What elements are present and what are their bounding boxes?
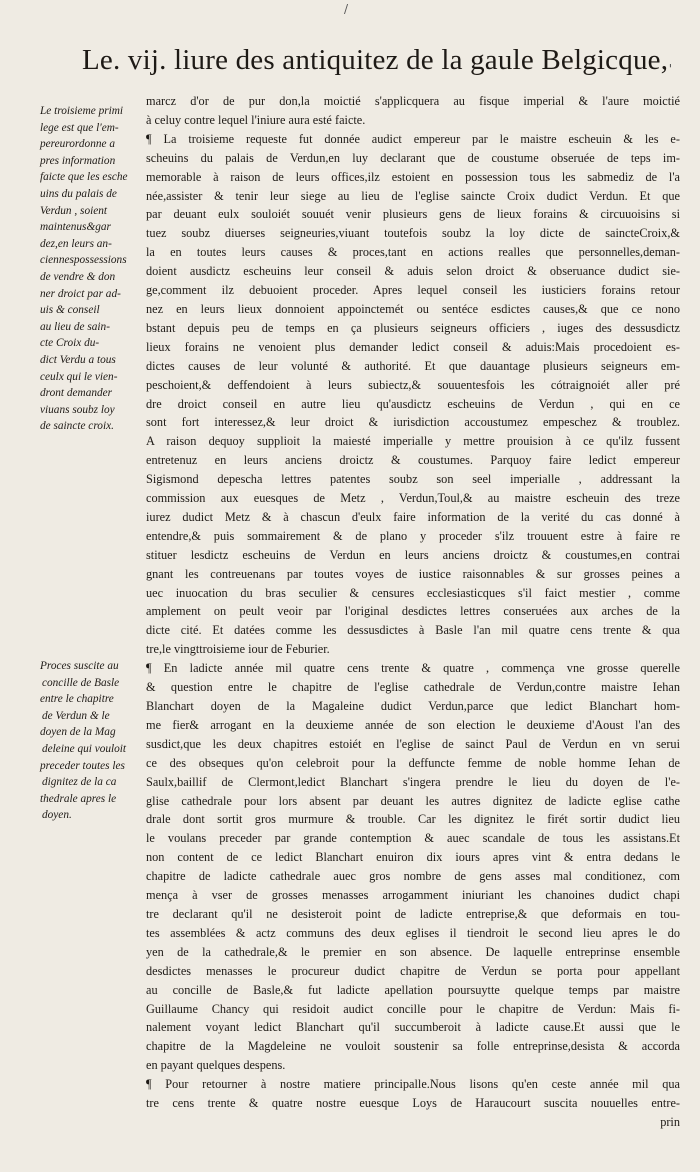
body-line: le voulans preceder par grande contemption & auec scandale de tous les assistans.Et xyxy=(146,831,680,846)
body-line: glise cathedrale pour lors absent par deuant les autres dignitez de ladicte eglise cathe xyxy=(146,793,680,808)
body-line: la en toutes leurs causes & proces,tant en actions realles que personnelles,deman- xyxy=(146,245,680,260)
margin-note-line: pereurordonne a xyxy=(40,138,115,151)
body-line: tre cens trente & quatre nostre euesque Loys de Haraucourt suscita nouuelles entre- xyxy=(146,1096,680,1111)
body-line: desdictes menasses le procureur dudict chapitre de Verdun se porta pour appellant xyxy=(146,963,680,978)
body-line: sont fort interessez,& leur droict & iurisdiction accoustumez empeschez & troublez. xyxy=(146,415,680,430)
corner-mark: ' xyxy=(668,62,672,76)
body-line: A raison dequoy supplioit la maiesté imperialle y mettre prouision à ce qu'ilz fussent xyxy=(146,434,680,449)
body-line: entretenuz en leurs anciens droictz & coustumes. Parquoy faire ledict empereur xyxy=(146,453,680,468)
body-line: drale dont sortit gros murmure & trouble. Car les dignitez le firét sortir dudict lieu xyxy=(146,812,680,827)
margin-note-line: ner droict par ad- xyxy=(40,287,121,300)
body-line: chapitre de ladicte cathedrale auec gros nombre de gens asses mal conditionez, com xyxy=(146,869,680,884)
body-line: ce des obseques qu'on celebroit pour la deffuncte femme de noble homme Iehan de xyxy=(146,755,680,770)
margin-note-line: faicte que les esche xyxy=(40,171,128,184)
margin-note-line: au lieu de sain- xyxy=(40,320,110,333)
margin-note-proces xyxy=(40,658,140,824)
body-line: dictes causes de leur volunté & authorité. Et que dauantage plusieurs seigneurs em- xyxy=(146,358,680,373)
margin-note-line: dignitez de la ca xyxy=(42,776,117,789)
margin-note-line: thedrale apres le xyxy=(40,792,117,805)
body-line: nalement voyant ledict Blanchart qu'il succumberoit à ladicte cause.Et aussi que le xyxy=(146,1020,680,1035)
margin-note-line: concille de Basle xyxy=(42,676,120,689)
body-text xyxy=(146,92,680,1132)
body-line: amplement on peult veoir par l'original desdictes lettres conseruées aux arches de la xyxy=(146,604,680,619)
body-line: née,assister & tenir leur siege au lieu de l'eglise saincte Croix dudict Verdun. Et que xyxy=(146,188,680,203)
body-line: stituer lesdictz escheuins de Verdun en leurs anciens droictz & coustumes,en contrai xyxy=(146,547,680,562)
body-line: à celuy contre lequel l'iniure aura esté faicte. xyxy=(146,112,366,127)
body-line: Guillaume Chancy qui residoit audict concille pour le chapitre de Verdun: Mais fi- xyxy=(146,1001,680,1016)
margin-note-privilege xyxy=(40,103,140,435)
body-line: dicte cité. Et datées comme les dessusdictes à Basle l'an mil quatre cens trente & qua xyxy=(146,623,680,638)
body-line: scheuins du palais de Verdun,en luy declarant que de coustume obseruée de teps im- xyxy=(146,150,680,165)
margin-note-line: de Verdun & le xyxy=(42,709,110,722)
body-line: lieux forains ne venoient plus demander ledict conseil & aduis:Mais procedoient es- xyxy=(146,339,680,354)
body-line: prin xyxy=(660,1114,680,1129)
margin-note-line: maintenus&gar xyxy=(40,221,111,234)
margin-note-line: de vendre & don xyxy=(40,270,116,283)
body-line: dre droict conseil en autre lieu qu'ausdictz escheuins de Verdun , qui en ce xyxy=(146,396,680,411)
body-line: non content de ce ledict Blanchart enuiron dix iours apres vint & entra dedans le xyxy=(146,850,680,865)
margin-note-line: lege est que l'em- xyxy=(40,121,119,134)
margin-note-line: Le troisieme primi xyxy=(40,105,124,117)
body-line: mença à vser de grosses menasses arrogamment iniuriant les chanoines dudict chapi xyxy=(146,888,680,903)
body-line: memorable à raison de leurs offices,ilz estoient en possession tous les sabmediz de l'a xyxy=(146,169,680,184)
margin-note-line: Verdun , soient xyxy=(40,204,108,217)
body-line: marcz d'or de pur don,la moictié s'applicquera au fisque imperial & l'aure moictié xyxy=(146,94,680,108)
running-header: Le. vij. liure des antiquitez de la gaule Belgicque, xyxy=(82,44,669,76)
body-line: yen de la cathedrale,& le premier en son absence. De laquelle entreprinse ensemble xyxy=(146,944,680,959)
margin-note-line: preceder toutes les xyxy=(40,759,125,772)
margin-note-line: dront demander xyxy=(40,387,113,400)
body-line: chapitre de la Magdeleine ne vouloit soustenir sa folle entreprinse,desista & accorda xyxy=(146,1039,680,1054)
body-line: commission aux euesques de Metz , Verdun,Toul,& au maistre escheuin des treze xyxy=(146,491,680,506)
body-line: en payant quelques despens. xyxy=(146,1058,286,1073)
body-line: tuez soubz diuerses seigneuries,viuant toutefois soubz la loy dicte de saincteCroix,& xyxy=(146,226,680,241)
margin-note-line: doyen de la Mag xyxy=(40,726,116,739)
body-line: iurez dudict Metz & à chascun d'eulx faire information de la verité du cas donné à xyxy=(146,509,680,524)
body-line: au concille de Basle,& fut ladicte apellation poursuytte quelque temps par maistre xyxy=(146,982,680,997)
margin-note-line: uins du palais de xyxy=(40,187,117,200)
body-line: uec inuocation du bras seculier & censures ecclesiasticques s'il faict mestier , comme xyxy=(146,585,680,600)
body-line: ¶ La troisieme requeste fut donnée audict empereur par le maistre escheuin & les e- xyxy=(146,131,680,146)
body-line: peschoient,& deffendoient à leurs subiectz,& souuentesfois les cótraignoiét aller pré xyxy=(146,377,680,392)
margin-note-line: Proces suscite au xyxy=(40,660,119,672)
body-line: gnant les contreuenans par toutes voyes de iustice raisonnables & sur grosses peines a xyxy=(146,566,680,581)
body-line: Sigismond depescha lettres patentes soubz son seel imperialle , addressant la xyxy=(146,472,680,487)
margin-note-line: pres information xyxy=(40,154,116,167)
margin-note-line: uis & conseil xyxy=(40,304,100,317)
margin-note-line: ciennespossessions xyxy=(40,254,127,267)
body-line: bstant depuis peu de temps en ça plusieurs seigneurs officiers , iuges des dessusdictz xyxy=(146,320,680,335)
margin-note-line: ceulx qui le vien- xyxy=(40,370,118,383)
body-line: tre,le vingttroisieme iour de Feburier. xyxy=(146,642,330,657)
body-line: & question entre le chapitre de l'eglise cathedrale de Verdun,contre maistre Iehan xyxy=(146,680,680,695)
body-line: nez en leurs lieux donnoient appoinctemét ou sentéce esdictes causes,& que ce nono xyxy=(146,301,680,316)
margin-note-line: viuans soubz loy xyxy=(40,403,115,416)
margin-note-line: dez,en leurs an- xyxy=(40,237,112,250)
margin-note-line: entre le chapitre xyxy=(40,693,114,706)
body-line: me fier& arrogant en la deuxieme année de son election le deuxieme d'Aoust l'an des xyxy=(146,717,680,732)
body-line: Blanchart doyen de la Magaleine dudict Verdun,parce que ledict Blanchart hom- xyxy=(146,699,680,713)
body-line: par deuant eulx souloiét souuét venir plusieurs gens de lieux forains & circuuoisins si xyxy=(146,207,680,222)
margin-note-line: doyen. xyxy=(42,809,72,822)
body-line: tre declarant qu'il ne desisteroit point de ladicte entreprise,& que deformais en tou- xyxy=(146,906,680,921)
margin-note-line: deleine qui vouloit xyxy=(42,742,127,755)
body-line: susdict,que les deux chapitres estoiét en l'eglise de sainct Paul de Verdun en vn serui xyxy=(146,736,680,751)
margin-note-line: dict Verdu a tous xyxy=(40,353,116,366)
body-line: doient ausdictz escheuins leur conseil & aduis selon droict & obseruance dudict sie- xyxy=(146,264,680,279)
body-line: tes assemblées & actz communs des deux eglises il tiendroit le second lieu apres le do xyxy=(146,925,680,940)
top-mark: / xyxy=(344,2,349,16)
body-line: Saulx,baillif de Clermont,ledict Blanchart s'ingera prendre le lieu du doyen de l'e- xyxy=(146,774,680,789)
margin-note-line: de saincte croix. xyxy=(40,420,114,433)
body-line: ge,comment ilz debuoient proceder. Apres lequel conseil les iusticiers forains retour xyxy=(146,283,680,298)
body-line: ¶ Pour retourner à nostre matiere principalle.Nous lisons qu'en ceste année mil qua xyxy=(146,1077,680,1092)
margin-note-line: cte Croix du- xyxy=(40,337,100,350)
body-line: ¶ En ladicte année mil quatre cens trente & quatre , commença vne grosse querelle xyxy=(146,661,680,676)
body-line: entendre,& puis sommairement & de plano y proceder s'ilz trouuent estre à faire re xyxy=(146,528,680,543)
